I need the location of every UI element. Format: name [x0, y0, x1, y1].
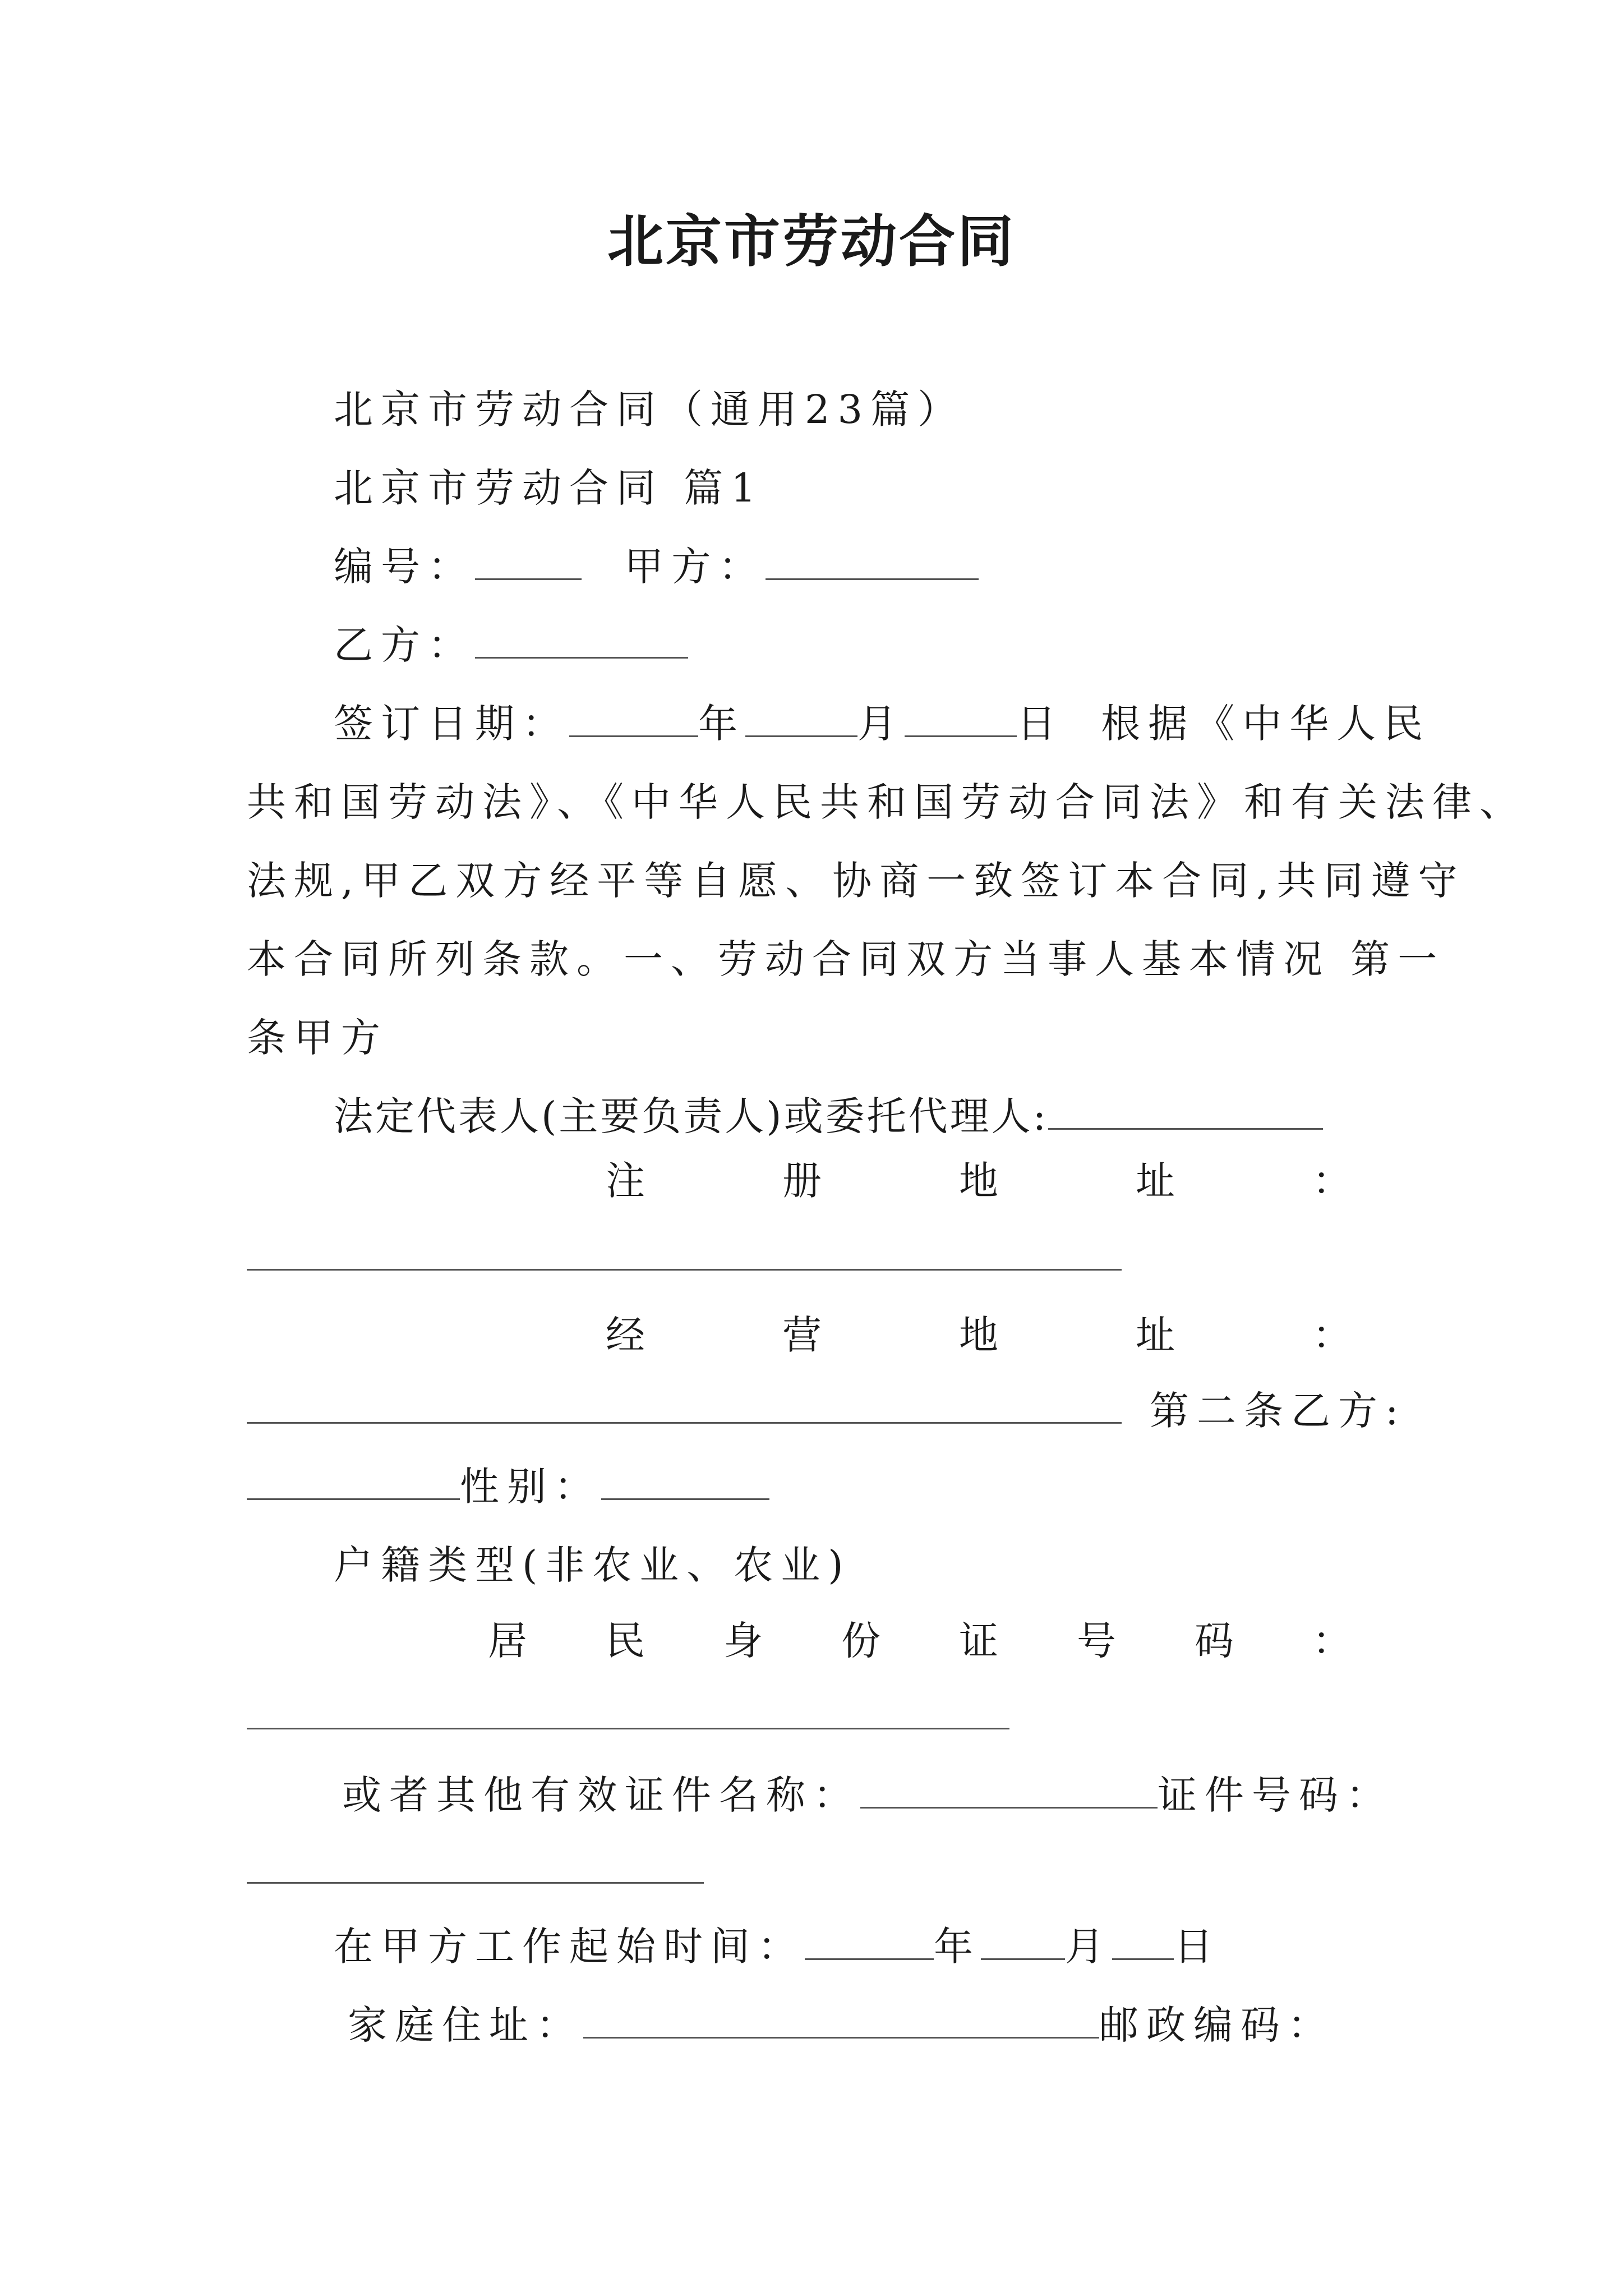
id-char: 码 [1195, 1618, 1234, 1664]
reg-addr-char: 址 [1136, 1158, 1175, 1204]
start-year-blank[interactable] [805, 1925, 934, 1960]
gender-blank[interactable] [601, 1465, 769, 1500]
postal-code-label: 邮政编码： [1099, 2002, 1335, 2048]
start-time-row [334, 1918, 1221, 1975]
start-day-label: 日 [1174, 1924, 1221, 1970]
paragraph-line-5: 条甲方 [247, 1015, 388, 1061]
legal-rep-row [334, 1088, 1323, 1144]
id-char: 份 [841, 1618, 880, 1664]
other-id-blank[interactable] [860, 1773, 1158, 1809]
id-char: 号 [1077, 1618, 1116, 1664]
sign-month-blank[interactable] [745, 702, 857, 737]
id-char: ： [1312, 1618, 1352, 1664]
number-label: 编号： [334, 544, 475, 590]
id-number-blank[interactable] [247, 1728, 1009, 1729]
id-char: 身 [723, 1618, 763, 1664]
cert-no-label: 证件号码： [1158, 1772, 1393, 1818]
number-blank[interactable] [475, 545, 582, 580]
sign-date-label: 签订日期： [334, 701, 569, 747]
year-label: 年 [698, 701, 745, 747]
home-address-blank[interactable] [583, 2003, 1099, 2039]
legal-rep-blank[interactable] [1048, 1094, 1323, 1130]
other-id-label: 或者其他有效证件名称： [342, 1772, 860, 1818]
paragraph-line-3: 法规,甲乙双方经平等自愿、协商一致签订本合同,共同遵守 [247, 858, 1465, 904]
id-char: 民 [606, 1618, 645, 1664]
start-day-blank[interactable] [1112, 1925, 1174, 1960]
party-a-label: 甲方： [624, 544, 766, 590]
sign-year-blank[interactable] [569, 702, 698, 737]
reg-addr-char: 注 [606, 1158, 645, 1204]
biz-addr-char: 经 [606, 1312, 645, 1358]
registered-address-label [606, 1153, 1352, 1209]
legal-rep-label: 法定代表人(主要负责人)或委托代理人: [334, 1093, 1049, 1139]
id-number-label [488, 1613, 1352, 1669]
party-b-name-blank[interactable] [247, 1465, 460, 1500]
paragraph-line-2: 共和国劳动法》、《中华人民共和国劳动合同法》和有关法律、 [247, 779, 1527, 825]
sign-date-row [334, 696, 1431, 752]
party-b-label: 乙方： [334, 622, 475, 668]
sign-day-blank[interactable] [905, 702, 1017, 737]
article-2-label: 第二条乙方: [1150, 1388, 1407, 1434]
business-address-label [606, 1307, 1352, 1363]
day-label: 日 [1017, 701, 1064, 747]
number-row [334, 539, 979, 595]
month-label: 月 [857, 701, 905, 747]
start-month-label: 月 [1065, 1924, 1112, 1970]
reg-addr-char: 册 [782, 1158, 822, 1204]
reg-addr-char: ： [1312, 1158, 1352, 1204]
paragraph-start: 根据《中华人民 [1101, 701, 1431, 747]
cert-no-blank[interactable] [247, 1882, 704, 1884]
party-b-name-gender-row [247, 1458, 769, 1515]
party-b-blank[interactable] [475, 623, 688, 659]
biz-addr-char: ： [1312, 1312, 1352, 1358]
home-address-row [348, 1997, 1335, 2053]
id-char: 证 [959, 1618, 998, 1664]
document-title: 北京市劳动合同 [607, 208, 1016, 274]
start-month-blank[interactable] [981, 1925, 1065, 1960]
registered-address-blank[interactable] [247, 1269, 1122, 1271]
id-char: 居 [488, 1618, 527, 1664]
biz-addr-char: 地 [959, 1312, 998, 1358]
start-year-label: 年 [934, 1924, 981, 1970]
biz-addr-char: 营 [782, 1312, 822, 1358]
business-address-blank[interactable] [247, 1422, 1122, 1424]
paragraph-line-4: 本合同所列条款。一、劳动合同双方当事人基本情况 第一 [247, 936, 1445, 982]
reg-addr-char: 地 [959, 1158, 998, 1204]
party-a-blank[interactable] [766, 545, 979, 580]
document-subtitle: 北京市劳动合同（通用23篇） [334, 386, 965, 432]
biz-addr-char: 址 [1136, 1312, 1175, 1358]
hukou-type: 户籍类型(非农业、农业) [334, 1542, 851, 1588]
start-time-label: 在甲方工作起始时间： [334, 1924, 805, 1970]
other-id-row [342, 1767, 1393, 1823]
gender-label: 性别： [460, 1464, 601, 1510]
section-heading: 北京市劳动合同 篇1 [334, 465, 764, 511]
party-b-row [334, 617, 688, 673]
home-address-label: 家庭住址： [348, 2002, 583, 2048]
